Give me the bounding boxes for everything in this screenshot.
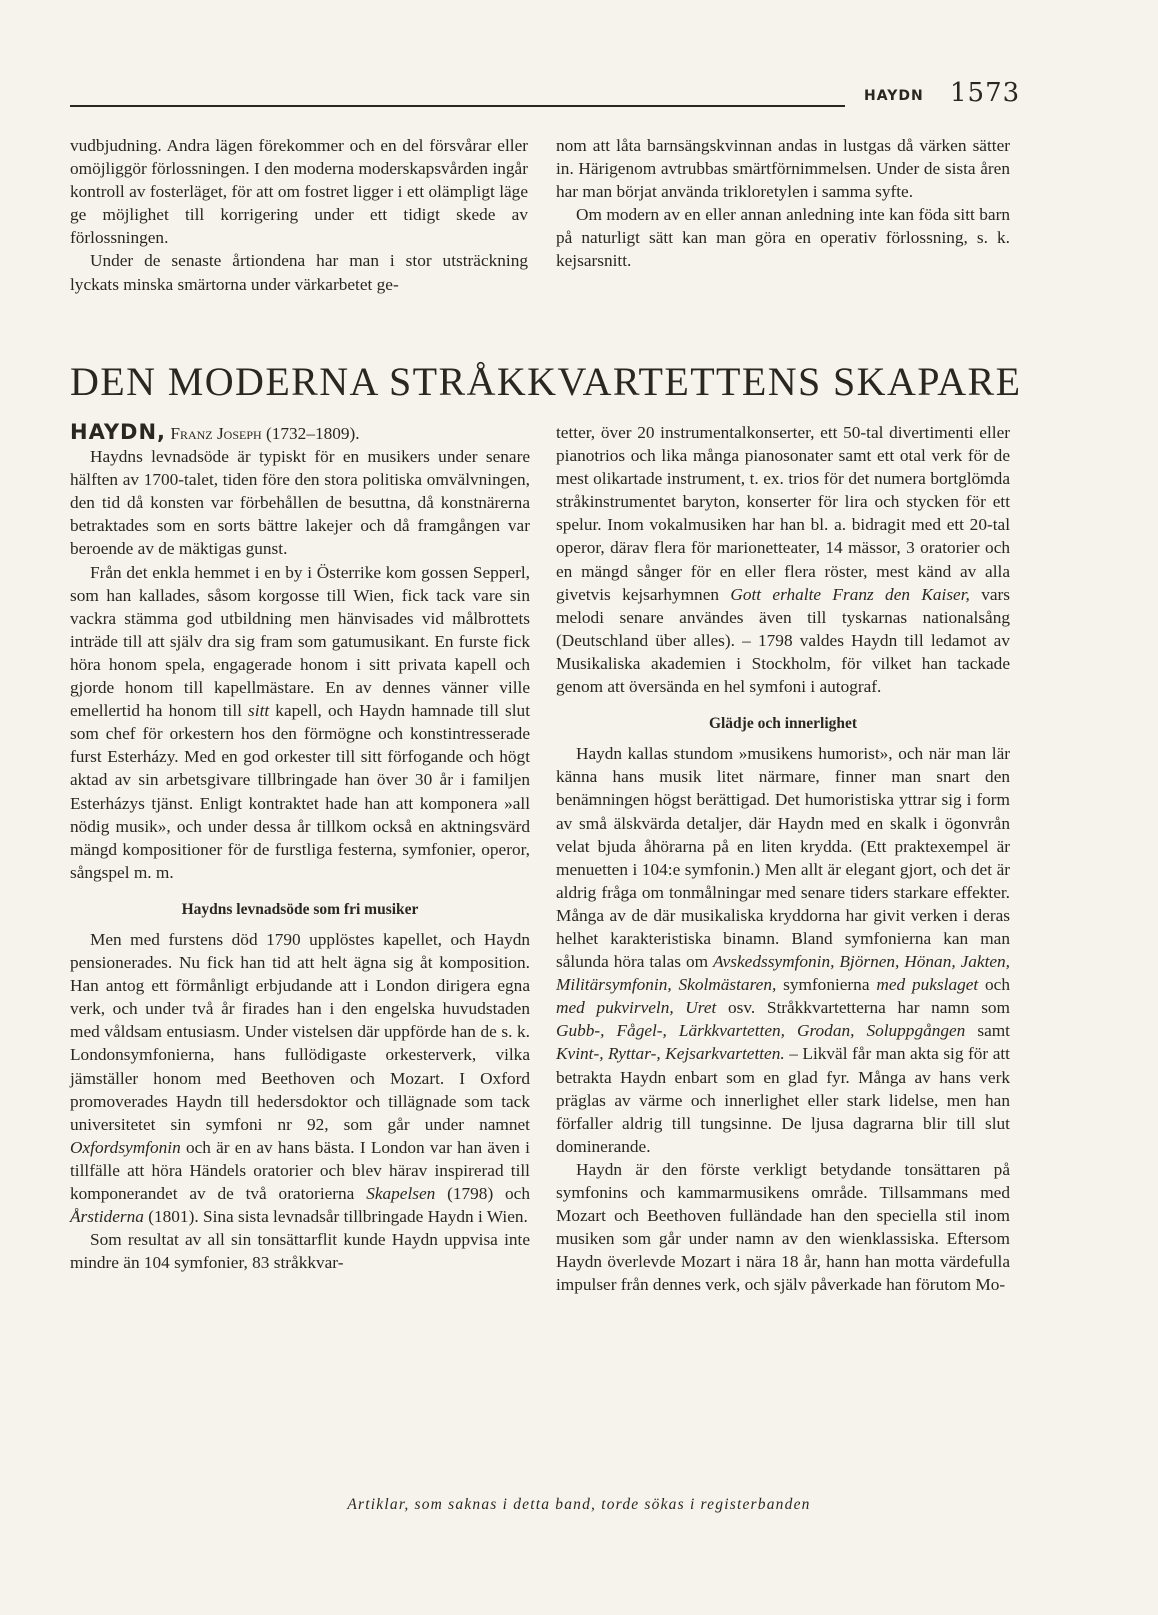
paragraph: Haydns levnadsöde är typiskt för en musikers under senare hälften av 1700-talet, tiden före den stora politiska omvälvningen, den tid då konsten var förbehållen de besuttna, då konstnärerna betraktades som en sorts bättre lakejer och då framgången var beroende av de mäktigas gunst. xyxy=(70,447,530,559)
paragraph: nom att låta barnsängskvinnan andas in lustgas då värken sätter in. Härigenom avtrubbas smärtförnimmelsen. Under de sista åren har man börjat använda trikloretylen i samma syfte. xyxy=(556,136,1010,202)
emphasis: Kvint-, Ryttar-, Kejsarkvartetten. xyxy=(556,1044,785,1064)
section-heading: Glädje och innerlighet xyxy=(708,715,858,733)
emphasis: Gubb-, Fågel-, Lärkkvartetten, Grodan, Soluppgången xyxy=(556,1021,966,1041)
emphasis: sitt xyxy=(248,701,270,721)
top-right-column xyxy=(556,134,1010,273)
paragraph: tetter, över 20 instrumentalkonserter, ett 50-tal divertimenti eller pianotrios och lika många pianosonater samt ett otal verk för de mest olikartade instrument, t. ex. trios för det numera bortglömda stråkinstrumentet baryton, konserter för lira och stycken för ett spelur. Inom vokalmusiken har han bl. a. bidragit med ett 20-tal operor, därav flera för marionetteater, 14 mässor, 3 oratorier och en mängd sånger för en eller flera röster, mest känd av alla givetvis kejsarhymnen Gott erhalte Franz den Kaiser, vars melodi senare användes även till tyskarnas nationalsång (Deutschland über alles). – 1798 valdes Haydn till ledamot av Musikaliska akademien i Stockholm, för vilket han tackade genom att översända en hel symfoni i autograf. xyxy=(556,423,1010,697)
section-heading: Haydns levnadsöde som fri musiker xyxy=(181,900,419,918)
paragraph: Haydn kallas stundom »musikens humorist», och när man lär känna hans musik litet närmare, finner man snart den benämningen högst berättigad. Det humoristiska yttrar sig i form av små älskvärda detaljer, där Haydn med en skalk i ögonvrån velat bjuda åhörarna på en liten krydda. (Ett praktexempel är menuetten i 104:e symfonin.) Men allt är elegant gjort, och det är aldrig fråga om tonmålningar med senare tiders starkare effekter. Många av de där musikaliska kryddorna har givit verken i deras helhet karakteristiska binamn. Bland symfonierna kan man sålunda höra talas om Avskedssymfonin, Björnen, Hönan, Jakten, Militärsymfonin, Skolmästaren, symfonierna med pukslaget och med pukvirveln, Uret osv. Stråkkvartetterna har namn som Gubb-, Fågel-, Lärkkvartetten, Grodan, Soluppgången samt Kvint-, Ryttar-, Kejsarkvartetten. – Likväl får man akta sig för att betrakta Haydn enbart som en glad fyr. Många av hans verk präglas av värme och innerlighet eller stark lidelse, men han förfaller aldrig till tungsinne. De ljusa dagrarna blir till slut dominerande. xyxy=(556,744,1011,1156)
emphasis: Gott erhalte Franz den Kaiser, xyxy=(730,584,970,604)
paragraph: Om modern av en eller annan anledning inte kan föda sitt barn på naturligt sätt kan man göra en operativ förlossning, s. k. kejsarsnitt. xyxy=(556,205,1010,271)
footer-note: Artiklar, som saknas i detta band, torde sökas i registerbanden xyxy=(347,1496,811,1513)
emphasis: Oxfordsymfonin xyxy=(70,1137,181,1157)
header-rule xyxy=(70,105,845,107)
paragraph: vudbjudning. Andra lägen förekommer och en del försvårar eller omöjliggör förlossningen. I den moderna moderskapsvården ingår kontroll av fosterläget, för att om fostret ligger i ett olämpligt läge ge möjlighet till korrigering under ett tidigt skede av förlossningen. xyxy=(70,136,528,248)
article-left-column xyxy=(70,421,530,1274)
paragraph: Under de senaste årtiondena har man i stor utsträckning lyckats minska smärtorna under värkarbetet ge- xyxy=(70,251,528,294)
top-left-column xyxy=(70,134,528,296)
paragraph: Haydn är den förste verkligt betydande tonsättaren på symfonins och kammarmusikens område. Tillsammans med Mozart och Beethoven fulländade han den speciella stil inom musiken som går under namn av den wienklassiska. Eftersom Haydn överlevde Mozart i nära 18 år, hann han motta värdefulla impulser från dennes verk, och själv påverkade han förutom Mo- xyxy=(556,1159,1010,1295)
headword: HAYDN, xyxy=(70,420,167,444)
emphasis: med pukvirveln, Uret xyxy=(556,998,717,1018)
headword-names: Franz Joseph xyxy=(170,424,262,443)
running-head: HAYDN xyxy=(864,88,924,104)
emphasis: Årstiderna xyxy=(70,1207,144,1227)
page-number: 1573 xyxy=(950,78,1021,108)
paragraph: Från det enkla hemmet i en by i Österrike kom gossen Sepperl, som han kallades, såsom korgosse till Wien, fick tack vare sin vackra stämma god utbildning men hänvisades vid målbrottets inträde till att själv dra sig fram som gatumusikant. En furste fick höra honom spela, engagerade honom i sitt privata kapell och gjorde honom till kapellmästare. En av dennes vänner ville emellertid ha honom till sitt kapell, och Haydn hamnade till slut som chef för orkestern hos den förmögne och konstintresserade furst Esterházy. Med en god orkester till sitt förfogande och högt aktad av sin arbetsgivare tillbringade han över 30 år i familjen Esterházys tjänst. Enligt kontraktet hade han att komponera »all nödig musik», och under dessa år tillkom också en aktningsvärd mängd kompositioner för de furstliga festerna, symfonier, operor, sångspel m. m. xyxy=(70,562,530,882)
emphasis: Avskedssymfonin, Björnen, Hönan, Jakten, Militärsymfonin, Skolmästaren, xyxy=(556,952,1011,995)
emphasis: Skapelsen xyxy=(366,1184,436,1203)
headword-dates: (1732–1809). xyxy=(261,424,360,443)
headword-line xyxy=(70,421,530,445)
paragraph: Som resultat av all sin tonsättarflit kunde Haydn uppvisa inte mindre än 104 symfonier, 83 stråkkvar- xyxy=(70,1230,530,1273)
emphasis: med pukslaget xyxy=(876,975,979,995)
article-title: DEN MODERNA STRÅKKVARTETTENS SKAPARE xyxy=(70,359,1022,404)
paragraph: Men med furstens död 1790 upplöstes kapellet, och Haydn pensionerades. Nu fick han tid att helt ägna sig åt komposition. Han antog ett förmånligt erbjudande att i London dirigera egna verk, och under två år firades han i den engelska huvudstaden med våldsam entusiasm. Under vistelsen där uppförde han de s. k. Londonsymfonierna, hans fullödigaste orkesterverk, vilka jämställer honom med Beethoven och Mozart. I Oxford promoverades Haydn till hedersdoktor och tillägnade som tack universitetet sin symfoni nr 92, som går under namnet Oxfordsymfonin och är en av hans bästa. I London var han även i tillfälle att höra Händels oratorier och blev härav inspirerad till komponerandet av de två oratorierna Skapelsen (1798) och Årstiderna (1801). Sina sista levnadsår tillbringade Haydn i Wien. xyxy=(70,929,530,1227)
article-right-column xyxy=(556,421,1010,1296)
